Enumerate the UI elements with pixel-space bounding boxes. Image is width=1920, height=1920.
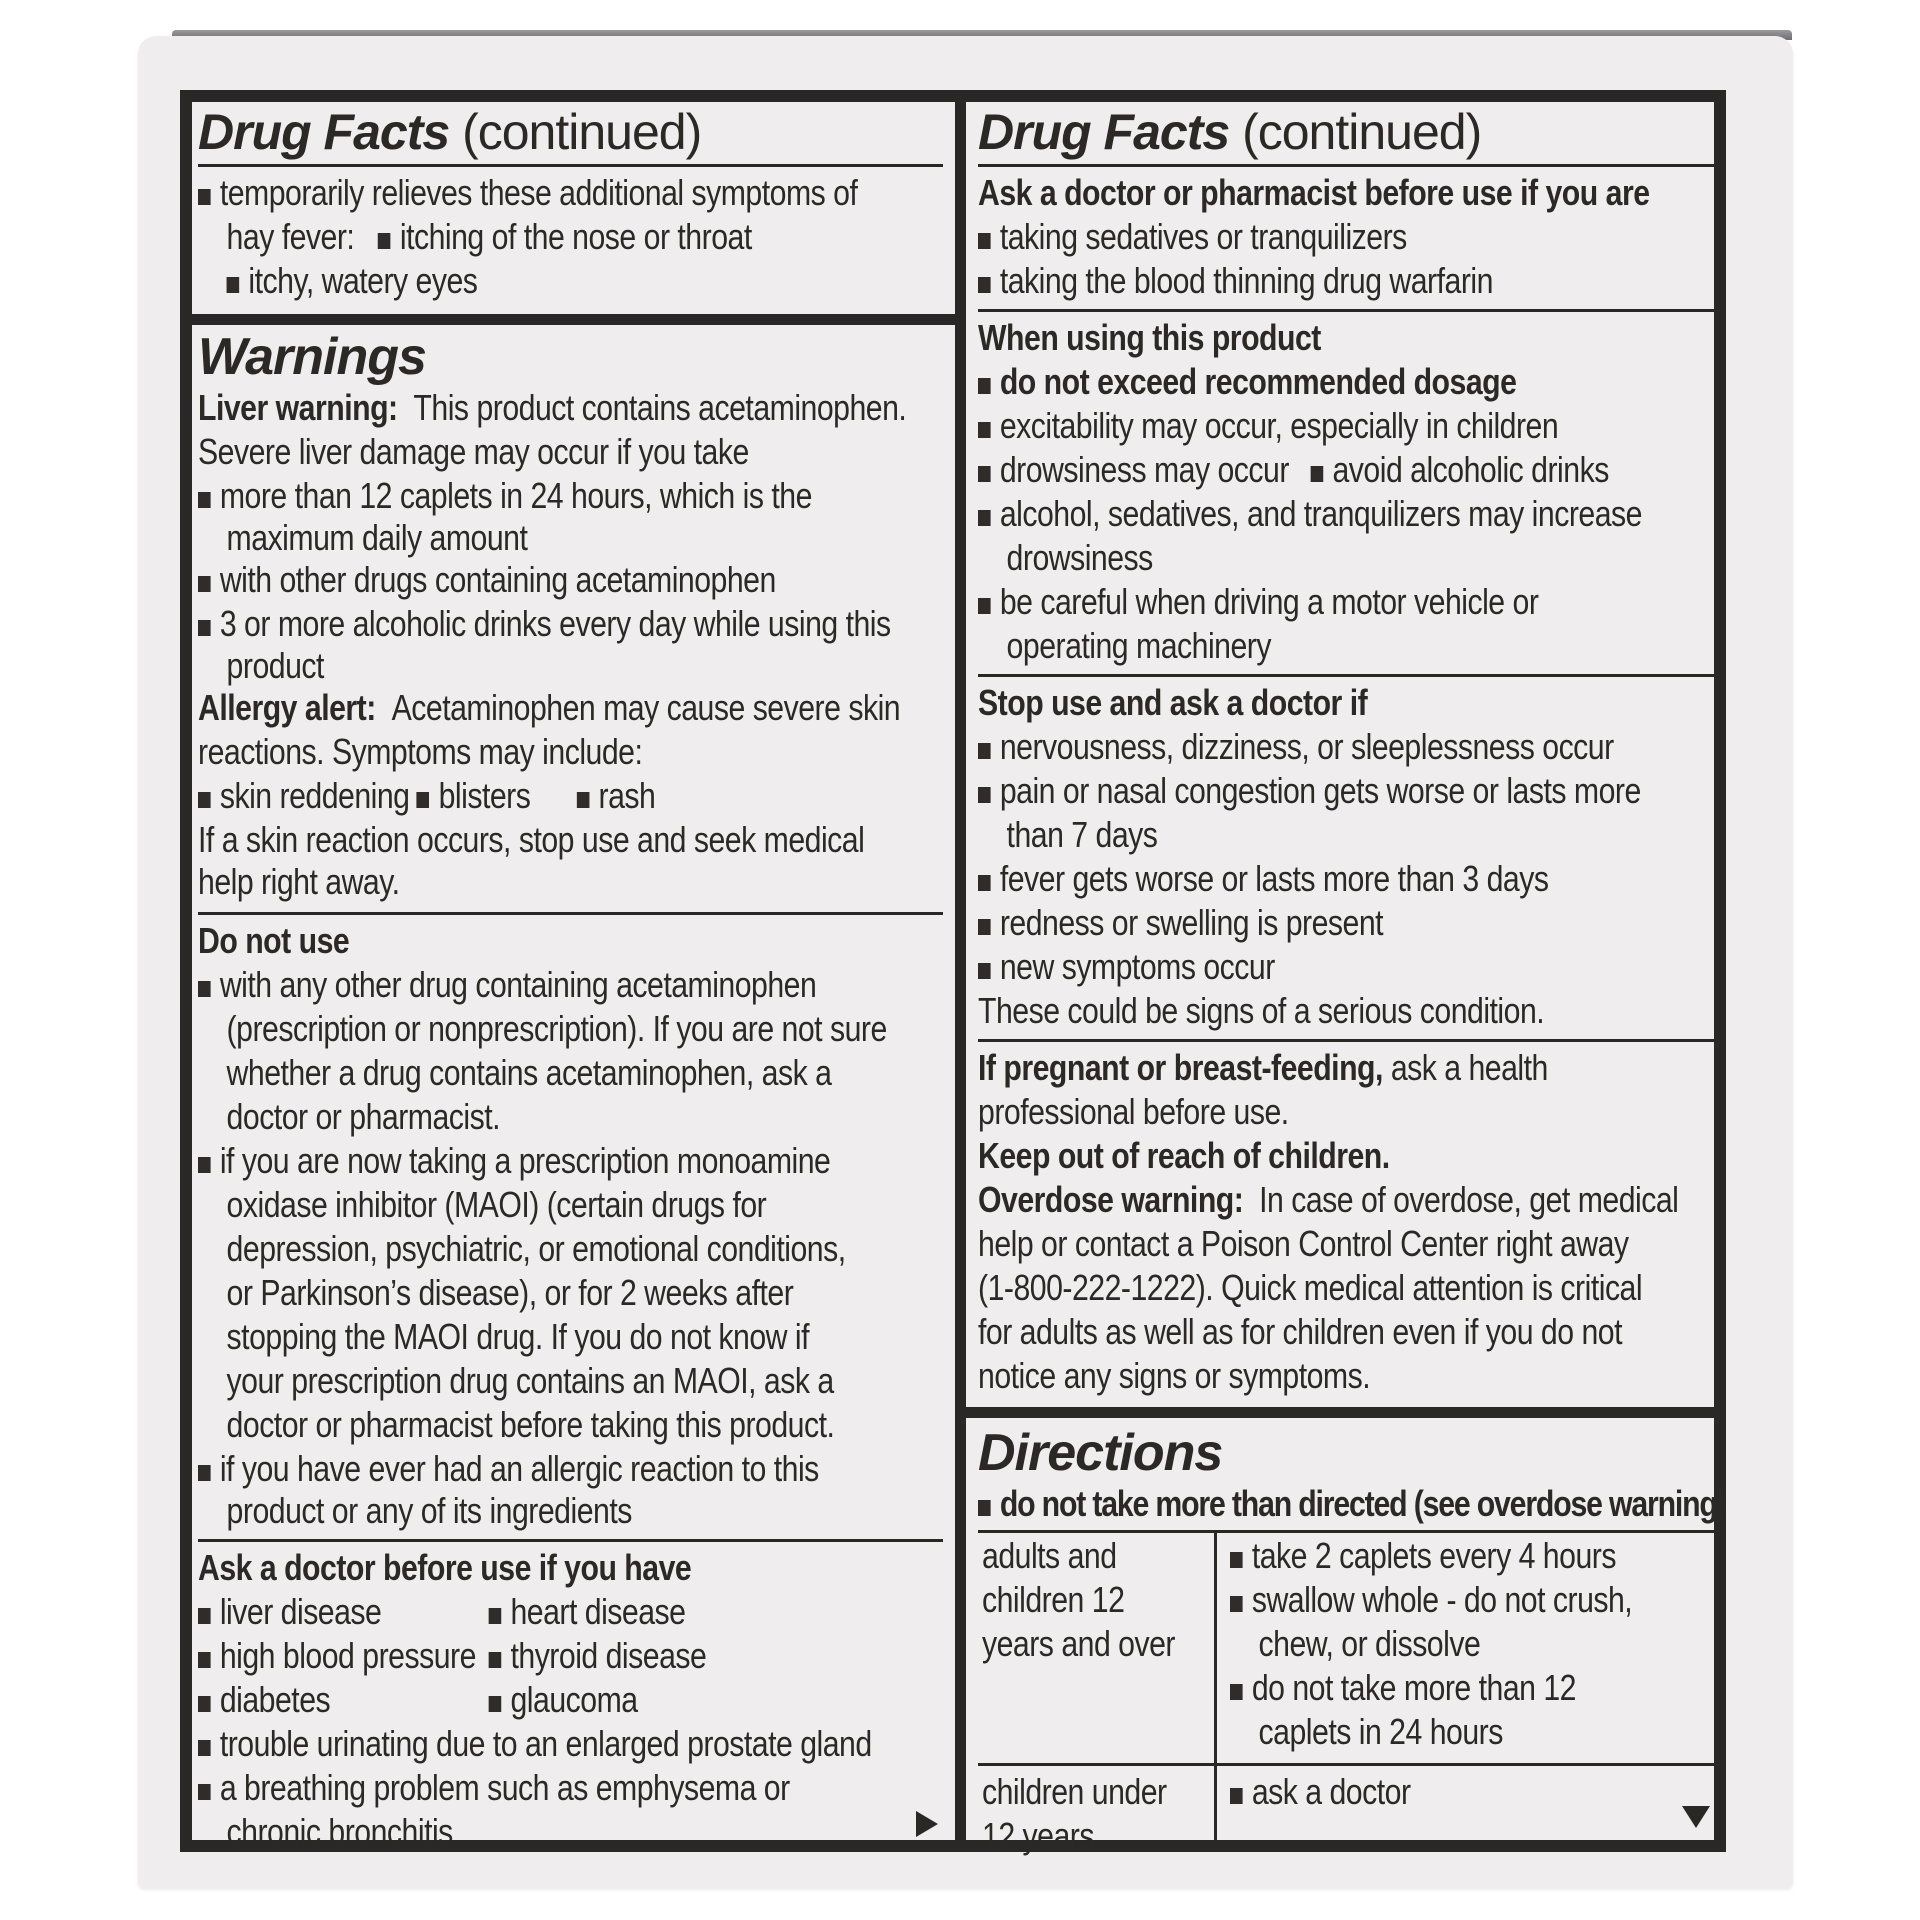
directions-items-adults: take 2 caplets every 4 hours swallow whole - do not crush, chew, or dissolve do not take more than 12 caplets in 24 hours: [1230, 1534, 1717, 1754]
uses-continued: temporarily relieves these additional symptoms of hay fever: itching of the nose or throat itchy, watery eyes: [198, 171, 943, 303]
square-bullet-icon: [978, 787, 991, 803]
drug-facts-title-right: Drug Facts (continued): [978, 104, 1482, 160]
square-bullet-icon: [978, 875, 991, 891]
square-bullet-icon: [978, 378, 991, 394]
section-rule: [198, 912, 943, 915]
right-column: [978, 104, 1716, 1398]
square-bullet-icon: [1230, 1788, 1243, 1804]
square-bullet-icon: [198, 620, 211, 636]
square-bullet-icon: [978, 510, 991, 526]
do-not-use-section: Do not use with any other drug containing acetaminophen (prescription or nonprescription). If you are not sure whether a drug contains acetaminophen, ask a doctor or pharmacist. if you are now taking a prescription monoamine oxidase inhibitor (MAOI) (certain drugs for depression, psychiatric, or emotional conditions, or Parkinson’s disease), or for 2 weeks after stopping the MAOI drug. If you do not know if your prescription drug contains an MAOI, ask a doctor or pharmacist before taking this product. if you have ever had an allergic reaction to this product or any of its ingredients: [198, 920, 887, 1531]
square-bullet-icon: [198, 492, 211, 508]
square-bullet-icon: [198, 189, 211, 205]
left-column-top: [198, 104, 943, 303]
section-rule: [978, 309, 1716, 312]
directions-row-rule: [978, 1763, 1714, 1766]
directions-rule: [978, 1530, 1716, 1533]
square-bullet-icon: [227, 277, 240, 293]
drug-facts-title-left: Drug Facts (continued): [198, 104, 702, 160]
square-bullet-icon: [378, 233, 391, 249]
warnings-title: Warnings: [198, 328, 426, 386]
square-bullet-icon: [978, 466, 991, 482]
directions-section: [978, 1424, 1726, 1537]
square-bullet-icon: [198, 792, 211, 808]
square-bullet-icon: [978, 1500, 991, 1516]
square-bullet-icon: [577, 792, 590, 808]
title-rule: [978, 164, 1716, 167]
square-bullet-icon: [978, 422, 991, 438]
square-bullet-icon: [417, 792, 430, 808]
section-rule: [198, 1539, 943, 1542]
right-section-divider: [960, 1407, 1726, 1418]
stop-use-section: Stop use and ask a doctor if nervousness, dizziness, or sleeplessness occur pain or nasal congestion gets worse or lasts more than 7 days fever gets worse or lasts more than 3 days redness or swelling is present new symptoms occur These could be signs of a serious condition.: [978, 682, 1641, 1031]
directions-group-adults: adults and children 12 years and over: [982, 1535, 1175, 1664]
section-rule: [978, 674, 1716, 677]
square-bullet-icon: [1230, 1596, 1243, 1612]
square-bullet-icon: [198, 1652, 211, 1668]
square-bullet-icon: [198, 1157, 211, 1173]
square-bullet-icon: [489, 1696, 502, 1712]
triangle-down-icon: [1682, 1806, 1710, 1828]
directions-items-children: ask a doctor: [1230, 1770, 1717, 1814]
allergy-alert: Allergy alert: Acetaminophen may cause severe skin reactions. Symptoms may include: skin reddening blisters rash If a skin reaction occurs, stop use and seek medical help right away.: [198, 687, 901, 902]
square-bullet-icon: [198, 1784, 211, 1800]
triangle-right-icon: [916, 1811, 938, 1837]
square-bullet-icon: [489, 1652, 502, 1668]
directions-note: do not take more than directed (see overdose warning): [978, 1482, 1716, 1526]
square-bullet-icon: [978, 963, 991, 979]
square-bullet-icon: [1230, 1684, 1243, 1700]
square-bullet-icon: [1230, 1552, 1243, 1568]
square-bullet-icon: [978, 277, 991, 293]
ask-doctor-section: Ask a doctor before use if you have liver disease heart disease high blood pressure thyroid disease diabetes glaucoma trouble urinating due to an enlarged prostate gland a breathing problem such as emphysema or chronic bronchitis: [198, 1547, 872, 1852]
section-rule: [978, 1039, 1716, 1042]
square-bullet-icon: [198, 981, 211, 997]
square-bullet-icon: [978, 919, 991, 935]
left-section-divider: [180, 314, 960, 325]
directions-title: Directions: [978, 1424, 1223, 1482]
title-rule: [198, 164, 943, 167]
liver-warning: Liver warning: This product contains acetaminophen. Severe liver damage may occur if you take more than 12 caplets in 24 hours, which is the maximum daily amount with other drugs containing acetaminophen 3 or more alcoholic drinks every day while using this product: [198, 387, 907, 686]
warnings-section: [198, 328, 943, 1854]
square-bullet-icon: [198, 1608, 211, 1624]
square-bullet-icon: [978, 233, 991, 249]
square-bullet-icon: [978, 743, 991, 759]
square-bullet-icon: [198, 1740, 211, 1756]
directions-group-children: children under 12 years: [982, 1771, 1167, 1856]
square-bullet-icon: [198, 576, 211, 592]
square-bullet-icon: [198, 1696, 211, 1712]
square-bullet-icon: [1311, 466, 1324, 482]
square-bullet-icon: [198, 1465, 211, 1481]
pregnancy-overdose-section: If pregnant or breast-feeding, ask a health professional before use. Keep out of reach of children. Overdose warning: In case of overdose, get medical help or contact a Poison Control Center right away (1-800-222-1222). Quick medical attention is critical for adults as well as for children even if you do not notice any signs or symptoms.: [978, 1047, 1679, 1396]
square-bullet-icon: [978, 598, 991, 614]
square-bullet-icon: [489, 1608, 502, 1624]
column-divider: [955, 90, 966, 1852]
when-using-section: When using this product do not exceed recommended dosage excitability may occur, especially in children drowsiness may occur avoid alcoholic drinks alcohol, sedatives, and tranquilizers may increase drowsiness be careful when driving a motor vehicle or operating machinery: [978, 317, 1642, 666]
ask-pharmacist-section: Ask a doctor or pharmacist before use if you are taking sedatives or tranquilizers taking the blood thinning drug warfarin: [978, 172, 1650, 301]
